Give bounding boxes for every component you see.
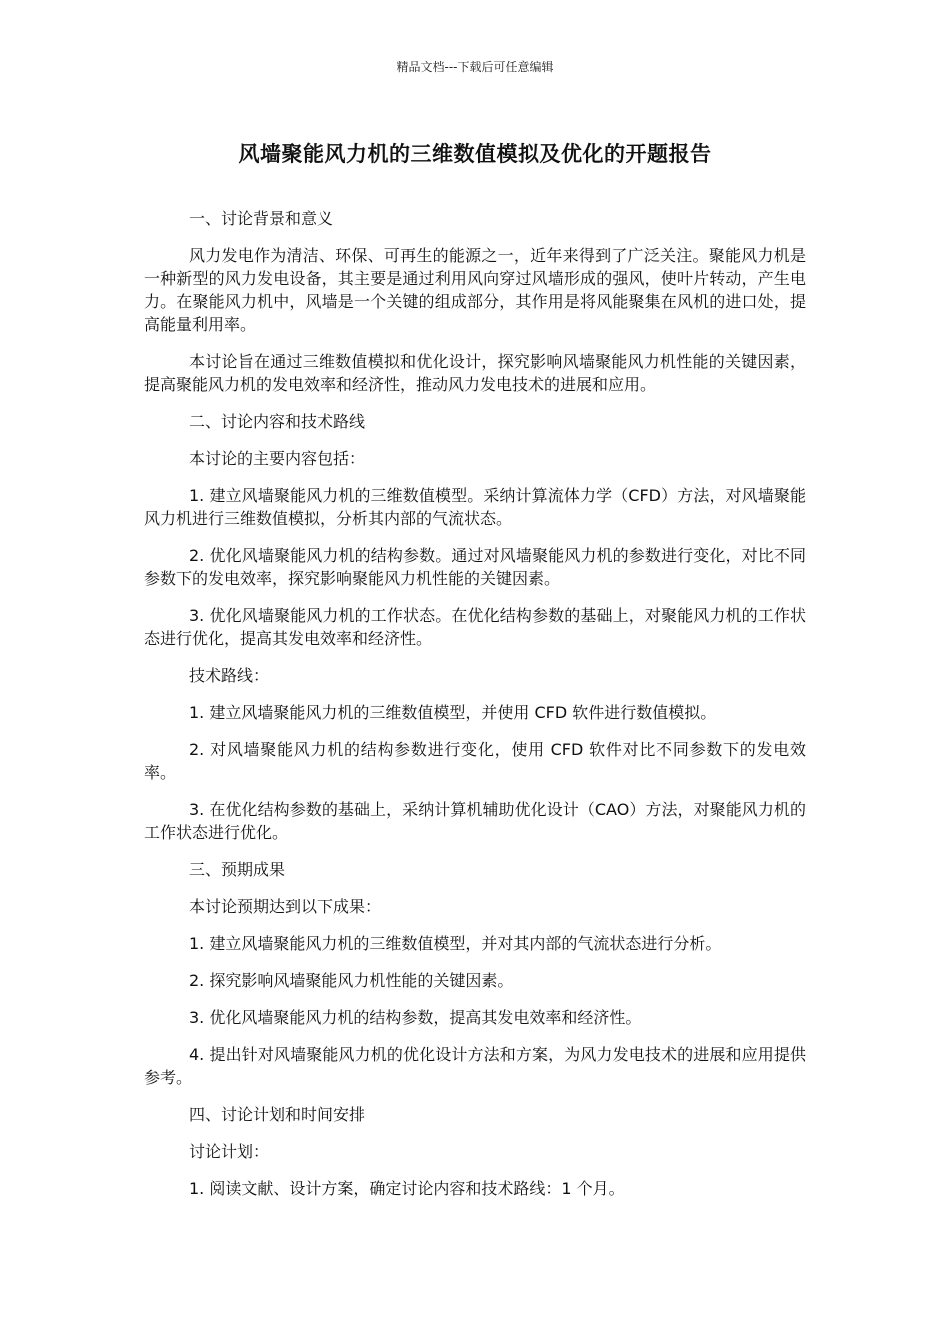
list-item-results-4: 4. 提出针对风墙聚能风力机的优化设计方法和方案，为风力发电技术的进展和应用提供参考。 [144, 1045, 806, 1087]
list-item-content-1: 1. 建立风墙聚能风力机的三维数值模型。采纳计算流体力学（CFD）方法，对风墙聚能风力机进行三维数值模拟，分析其内部的气流状态。 [144, 486, 806, 528]
list-item-results-3: 3. 优化风墙聚能风力机的结构参数，提高其发电效率和经济性。 [189, 1008, 642, 1027]
paragraph-background-1: 风力发电作为清洁、环保、可再生的能源之一，近年来得到了广泛关注。聚能风力机是一种新型的风力发电设备，其主要是通过利用风向穿过风墙形成的强风，使叶片转动，产生电力。在聚能风力机中，风墙是一个关键的组成部分，其作用是将风能聚集在风机的进口处，提高能量利用率。 [144, 246, 806, 334]
list-item-results-2: 2. 探究影响风墙聚能风力机性能的关键因素。 [189, 971, 514, 990]
list-item-content-3: 3. 优化风墙聚能风力机的工作状态。在优化结构参数的基础上，对聚能风力机的工作状态进行优化，提高其发电效率和经济性。 [144, 606, 806, 648]
section-heading-content: 二、讨论内容和技术路线 [189, 412, 366, 431]
document-title: 风墙聚能风力机的三维数值模拟及优化的开题报告 [238, 142, 712, 166]
paragraph-content-intro: 本讨论的主要内容包括： [189, 449, 366, 468]
list-item-tech-3: 3. 在优化结构参数的基础上，采纳计算机辅助优化设计（CAO）方法，对聚能风力机的工作状态进行优化。 [144, 800, 806, 842]
plan-label: 讨论计划： [189, 1142, 270, 1161]
header-note: 精品文档---下载后可任意编辑 [396, 60, 554, 74]
tech-route-label: 技术路线： [189, 666, 270, 685]
list-item-content-2: 2. 优化风墙聚能风力机的结构参数。通过对风墙聚能风力机的参数进行变化，对比不同参数下的发电效率，探究影响聚能风力机性能的关键因素。 [144, 546, 806, 588]
section-heading-background: 一、讨论背景和意义 [189, 209, 334, 228]
list-item-tech-1: 1. 建立风墙聚能风力机的三维数值模型，并使用 CFD 软件进行数值模拟。 [189, 703, 717, 722]
list-item-results-1: 1. 建立风墙聚能风力机的三维数值模型，并对其内部的气流状态进行分析。 [189, 934, 722, 953]
paragraph-background-2: 本讨论旨在通过三维数值模拟和优化设计，探究影响风墙聚能风力机性能的关键因素，提高聚能风力机的发电效率和经济性，推动风力发电技术的进展和应用。 [144, 352, 806, 394]
list-item-plan-1: 1. 阅读文献、设计方案，确定讨论内容和技术路线：1 个月。 [189, 1179, 625, 1198]
section-heading-plan: 四、讨论计划和时间安排 [189, 1105, 366, 1124]
section-heading-results: 三、预期成果 [189, 860, 286, 879]
list-item-tech-2: 2. 对风墙聚能风力机的结构参数进行变化，使用 CFD 软件对比不同参数下的发电效率。 [144, 740, 806, 782]
paragraph-results-intro: 本讨论预期达到以下成果： [189, 897, 382, 916]
document-body [144, 207, 806, 1214]
